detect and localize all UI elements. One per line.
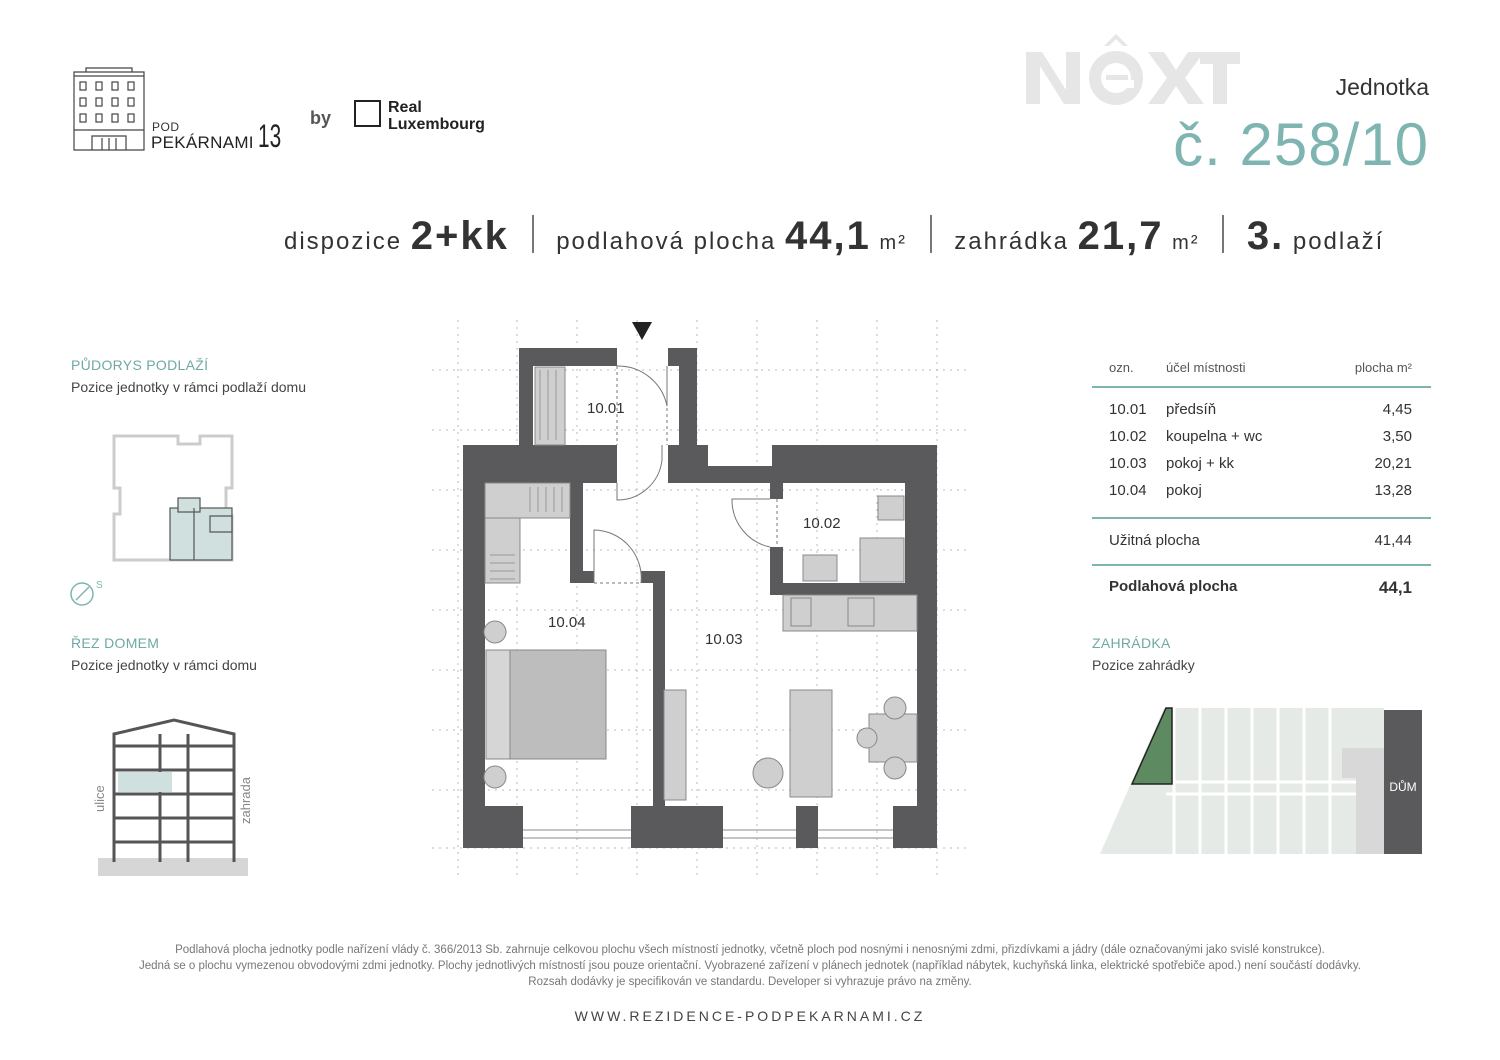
usable-area-row xyxy=(1092,532,1431,559)
unit-floor-plan xyxy=(430,318,970,882)
floor-value: 3. xyxy=(1246,214,1285,258)
usable-area-value: 41,44 xyxy=(1374,532,1412,549)
unit-specs xyxy=(284,214,1384,264)
garden-subtitle: Pozice zahrádky xyxy=(1092,657,1195,673)
spec-divider xyxy=(532,215,534,253)
row-area: 20,21 xyxy=(1374,455,1412,472)
disclaimer-line: Jedná se o plochu vymezenou obvodovými zdmi jednotky. Plochy jednotlivých místností jsou pouze orientační. Vyobrazené zařízení v plánech jednotek (například nábytek, kuchyňská linka, elektrické spotřebiče apod.) není součástí dodávky. xyxy=(138,960,1361,972)
building-section xyxy=(90,712,255,882)
disp-value: 2+kk xyxy=(410,214,509,258)
row-area: 13,28 xyxy=(1374,482,1412,499)
floor-label: podlaží xyxy=(1292,228,1385,255)
room-label-10-01: 10.01 xyxy=(587,400,625,417)
total-area-label: Podlahová plocha xyxy=(1109,578,1238,595)
compass-icon xyxy=(70,578,106,608)
table-row xyxy=(1092,428,1431,455)
total-area-row xyxy=(1092,578,1431,605)
spec-divider xyxy=(930,215,932,253)
partner-line2: Luxembourg xyxy=(388,116,485,133)
row-code: 10.02 xyxy=(1109,428,1147,445)
row-area: 3,50 xyxy=(1382,428,1412,445)
table-row xyxy=(1092,401,1431,428)
garden-title: ZAHRÁDKA xyxy=(1092,635,1171,651)
col-header-code: ozn. xyxy=(1109,360,1134,375)
floorplan-title: PŮDORYS PODLAŽÍ xyxy=(71,357,209,373)
compass-label: S xyxy=(96,580,103,591)
col-header-area: plocha m² xyxy=(1354,360,1412,375)
section-title: ŘEZ DOMEM xyxy=(71,635,160,651)
row-purpose: předsíň xyxy=(1166,401,1217,418)
brand-pod-number: 13 xyxy=(258,118,282,154)
floor-keyplan xyxy=(110,432,238,564)
room-label-10-03: 10.03 xyxy=(705,631,743,648)
usable-area-label: Užitná plocha xyxy=(1109,532,1200,549)
room-label-10-02: 10.02 xyxy=(803,515,841,532)
next-agency-logo xyxy=(1020,28,1242,110)
total-area-value: 44,1 xyxy=(1378,578,1412,597)
col-header-purpose: účel místnosti xyxy=(1166,360,1246,375)
spec-divider xyxy=(1222,215,1224,253)
row-code: 10.03 xyxy=(1109,455,1147,472)
row-area: 4,45 xyxy=(1382,401,1412,418)
disclaimer-line: Podlahová plocha jednotky podle nařízení vlády č. 366/2013 Sb. zahrnuje celkovou plochu všech místností jednotky, včetně ploch pod nosnými i nenosnými zdmi, přizdívkami a jádry (dále označovanými jako svislé konstrukce). xyxy=(175,944,1325,956)
street-label: ulice xyxy=(92,785,107,812)
house-label: DŮM xyxy=(1389,780,1417,794)
garden-unit: m² xyxy=(1172,232,1200,254)
partner-name xyxy=(388,99,485,133)
real-luxembourg-logo-icon xyxy=(354,100,381,127)
row-code: 10.01 xyxy=(1109,401,1147,418)
table-row xyxy=(1092,455,1431,482)
garden-value: 21,7 xyxy=(1077,214,1164,258)
garden-label: zahrádka xyxy=(954,228,1069,255)
entry-arrow-icon xyxy=(632,322,652,340)
room-table xyxy=(1092,360,1431,605)
brand-pod-small: POD xyxy=(152,120,180,134)
row-purpose: pokoj + kk xyxy=(1166,455,1234,472)
table-row xyxy=(1092,482,1431,509)
building-logo-icon xyxy=(72,66,146,152)
partner-line1: Real xyxy=(388,99,422,116)
section-subtitle: Pozice jednotky v rámci domu xyxy=(71,657,257,673)
disclaimer-line: Rozsah dodávky je specifikován ve standardu. Developer si vyhrazuje právo na změny. xyxy=(528,976,972,988)
unit-number: č. 258/10 xyxy=(1173,111,1429,178)
floorplan-subtitle: Pozice jednotky v rámci podlaží domu xyxy=(71,379,306,395)
legal-disclaimer xyxy=(60,942,1440,990)
row-purpose: pokoj xyxy=(1166,482,1202,499)
row-purpose: koupelna + wc xyxy=(1166,428,1263,445)
brand-pod-name: PEKÁRNAMI xyxy=(151,133,254,152)
floor-area-label: podlahová plocha xyxy=(556,228,777,255)
brand-by: by xyxy=(310,108,332,128)
floor-area-value: 44,1 xyxy=(785,214,871,258)
website-link[interactable]: WWW.REZIDENCE-PODPEKARNAMI.CZ xyxy=(574,1008,926,1024)
next-logo-text: NEXT xyxy=(1131,109,1134,110)
table-header xyxy=(1092,360,1431,386)
garden-side-label: zahrada xyxy=(238,777,253,824)
row-code: 10.04 xyxy=(1109,482,1147,499)
floor-area-unit: m² xyxy=(879,232,907,254)
room-label-10-04: 10.04 xyxy=(548,614,586,631)
disp-label: dispozice xyxy=(284,228,403,255)
garden-map xyxy=(1096,704,1426,856)
unit-label: Jednotka xyxy=(1335,74,1429,100)
